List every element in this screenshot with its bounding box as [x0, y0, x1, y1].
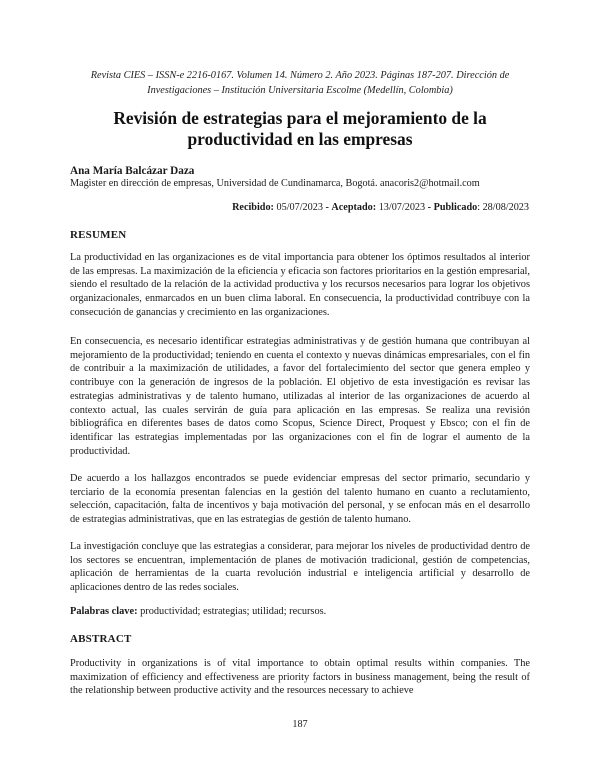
resumen-paragraph: De acuerdo a los hallazgos encontrados se puede evidenciar empresas del sector primario, secundario y terciario de la economía presentan falencias en la gestión del talento humano en cuanto a reclutamiento, selección, capacitación, falta de incentivos y baja motivación del personal, y se enfocan más en el desarrollo de estrategias administrativas, que en las estrategias de gestión de talento humano. [70, 473, 530, 526]
dates-separator-2: - [427, 202, 432, 213]
dates-separator-1: - [325, 202, 329, 213]
abstract-paragraph: Productivity in organizations is of vital importance to obtain optimal results within companies. The maximization of efficiency and effectiveness are priority factors in business management, being the result of the relationship between productive activity and the resources necessary to achieve [70, 658, 530, 697]
keywords [70, 606, 326, 617]
author-name: Ana María Balcázar Daza [70, 165, 195, 177]
abstract-heading: ABSTRACT [70, 633, 132, 645]
page-number: 187 [292, 719, 308, 730]
accepted-label: Aceptado: [331, 202, 377, 213]
resumen-heading: RESUMEN [70, 229, 127, 241]
resumen-paragraph: La productividad en las organizaciones es de vital importancia para obtener los óptimos resultados al interior de las empresas. La maximización de la eficiencia y eficacia son factores prioritarios en la gestión empresarial, siendo el resultado de la relación de la actividad productiva y los recursos necesarios para lograr los objetivos organizacionales, enmarcados en un buen clima laboral. En consecuencia, la productividad contribuye con la consecución de ganancias y crecimiento en las organizaciones. [70, 252, 530, 318]
accepted-date: 13/07/2023 [378, 202, 426, 213]
keywords-text: productividad; estrategias; utilidad; recursos. [137, 606, 327, 617]
article-dates [232, 202, 529, 213]
received-label: Recibido: [232, 202, 274, 213]
resumen-paragraph: La investigación concluye que las estrategias a considerar, para mejorar los niveles de productividad dentro de los sectores se encuentran, implementación de planes de motivación tradicional, gestión de competencias, aplicación de herramientas de la cuarta revolución industrial e inteligencia artificial y desarrollo de aplicaciones dentro de las redes sociales. [70, 541, 530, 594]
article-title: Revisión de estrategias para el mejoramiento de la productividad en las empresas [113, 108, 487, 149]
resumen-paragraph: En consecuencia, es necesario identificar estrategias administrativas y de gestión humana que contribuyan al mejoramiento de la productividad; teniendo en cuenta el contexto y nuevas dinámicas empresariales, con el fin de contribuir a la maximización de utilidades, a favor del fortalecimiento del sector que genera empleo y contribuye con la generación de ingresos de la población. El objetivo de esta investigación es revisar las estrategias administrativas y de talento humano, utilizadas al interior de las organizaciones de acuerdo al contexto actual, las cuales servirán de guía para aplicación en las empresas. Se realiza una revisión bibliográfica en diferentes bases de datos como Scopus, Science Direct, Proquest y Ebsco; con el fin de identificar las estrategias implementadas por las organizaciones con el fin de lograr el aumento de la productividad. [70, 336, 530, 457]
received-date: 05/07/2023 [276, 202, 323, 213]
journal-header: Revista CIES – ISSN-e 2216-0167. Volumen 14. Número 2. Año 2023. Páginas 187-207. Dirección de Investigaciones – Institución Universitaria Escolme (Medellín, Colombia) [90, 70, 510, 96]
keywords-label: Palabras clave: [70, 606, 138, 617]
published-date: : 28/08/2023 [477, 202, 529, 213]
author-affiliation: Magister en dirección de empresas, Universidad de Cundinamarca, Bogotá. anacoris2@hotmail.com [70, 178, 480, 189]
published-label: Publicado [433, 202, 478, 213]
